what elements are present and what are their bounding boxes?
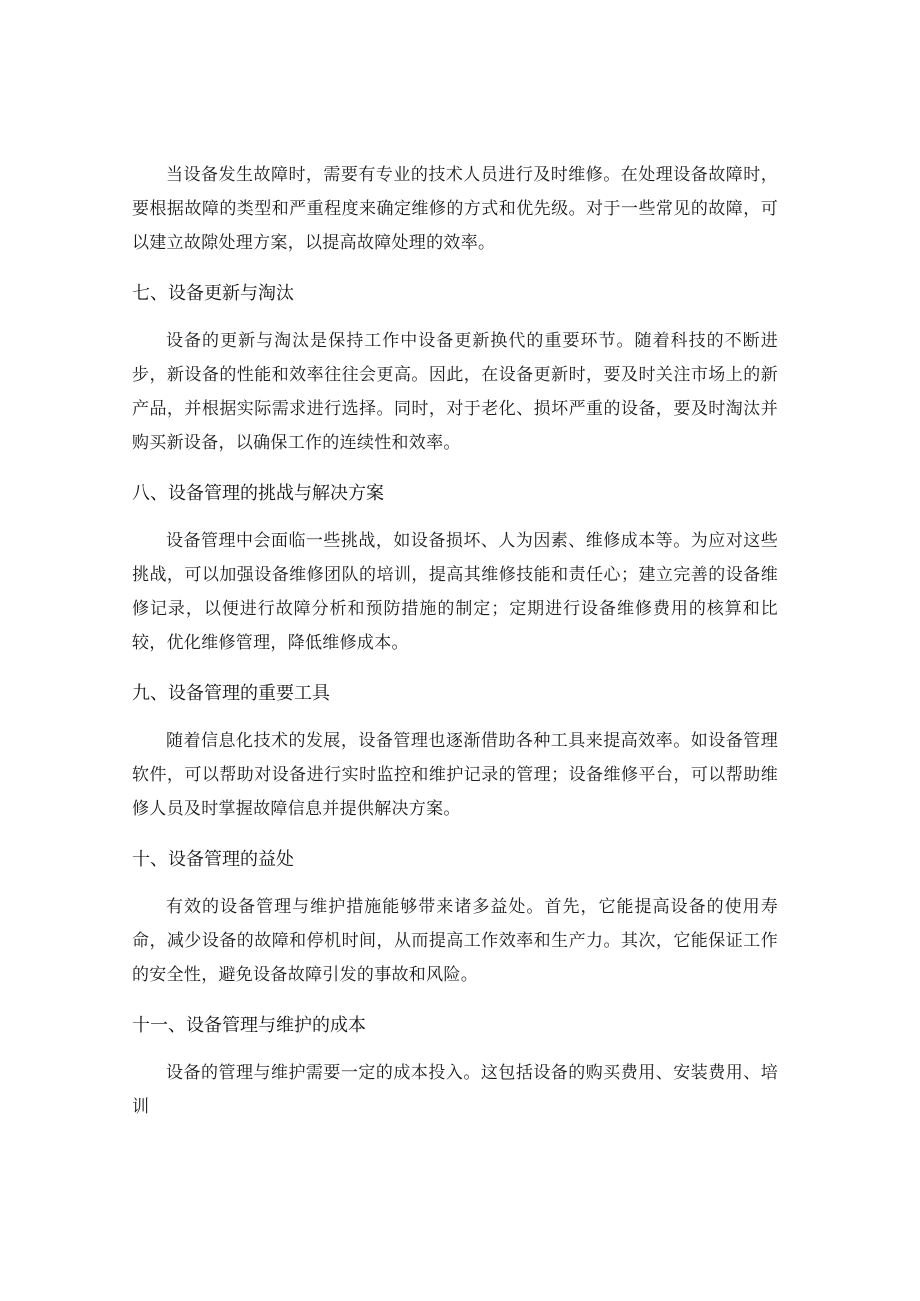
spacer	[132, 877, 778, 890]
spacer	[132, 826, 778, 843]
spacer	[132, 311, 778, 324]
spacer	[132, 511, 778, 524]
spacer	[132, 660, 778, 677]
section-heading-10: 十、设备管理的益处	[132, 849, 294, 870]
spacer	[132, 260, 778, 277]
section-body-11: 设备的管理与维护需要一定的成本投入。这包括设备的购买费用、安装费用、培训	[132, 1063, 778, 1117]
intro-paragraph: 当设备发生故障时，需要有专业的技术人员进行及时维修。在处理设备故障时，要根据故障的类型和严重程度来确定维修的方式和优先级。对于一些常见的故障，可以建立故隙处理方案，以提高故障处理的效率。	[132, 165, 778, 253]
spacer	[132, 992, 778, 1009]
spacer	[132, 1043, 778, 1056]
section-heading-8: 八、设备管理的挑战与解决方案	[132, 483, 384, 504]
spacer	[132, 460, 778, 477]
spacer	[132, 711, 778, 724]
section-body-7: 设备的更新与淘汰是保持工作中设备更新换代的重要环节。随着科技的不断进步，新设备的性能和效率往往会更高。因此，在设备更新时，要及时关注市场上的新产品，并根据实际需求进行选择。同时，对于老化、损坏严重的设备，要及时淘汰并购买新设备，以确保工作的连续性和效率。	[132, 331, 778, 453]
section-heading-9: 九、设备管理的重要工具	[132, 683, 330, 704]
section-body-10: 有效的设备管理与维护措施能够带来诸多益处。首先，它能提高设备的使用寿命，减少设备的故障和停机时间，从而提高工作效率和生产力。其次，它能保证工作的安全性，避免设备故障引发的事故和风险。	[132, 897, 778, 985]
section-body-9: 随着信息化技术的发展，设备管理也逐渐借助各种工具来提高效率。如设备管理软件，可以帮助对设备进行实时监控和维护记录的管理；设备维修平台，可以帮助维修人员及时掌握故障信息并提供解决方案。	[132, 731, 778, 819]
section-heading-7: 七、设备更新与淘汰	[132, 283, 294, 304]
document-page	[132, 158, 778, 1124]
section-heading-11: 十一、设备管理与维护的成本	[132, 1015, 366, 1036]
section-body-8: 设备管理中会面临一些挑战，如设备损坏、人为因素、维修成本等。为应对这些挑战，可以加强设备维修团队的培训，提高其维修技能和责任心；建立完善的设备维修记录，以便进行故障分析和预防措施的制定；定期进行设备维修费用的核算和比较，优化维修管理，降低维修成本。	[132, 531, 778, 653]
